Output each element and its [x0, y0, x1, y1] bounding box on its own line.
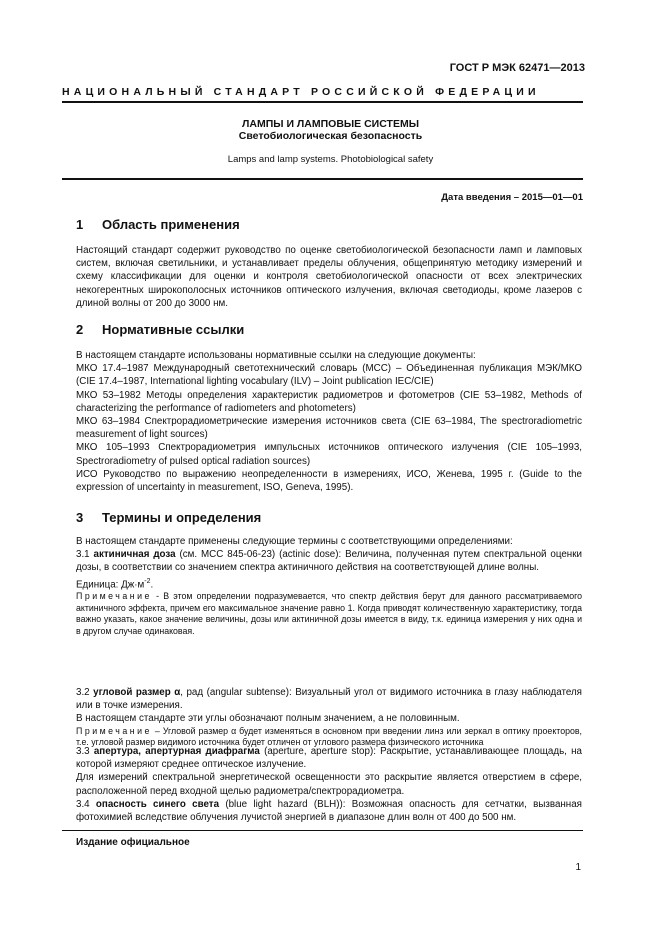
section-2-body	[76, 349, 582, 494]
edition-note: Издание официальное	[76, 837, 190, 848]
section-number: 2	[76, 322, 84, 337]
term-name: опасность синего света	[95, 798, 220, 810]
term-3-2: 3.2 угловой размер α, рад (angular subtense): Визуальный угол от видимого источника в глазу наблюдателя или в точке измерения.	[76, 687, 582, 712]
paragraph: Настоящий стандарт содержит руководство по оценке светобиологической безопасности ламп и ламповых систем, включая светильники, и устанавливает пределы облучения, общепринятую методику измерений и схему классификации для оценки и контроля светобиологической опасности от всех электрических некогерентных широкополосных источников оптического излучения, включая светодиоды, кроме лазеров с длиной волны от 200 до 3000 нм.	[76, 245, 582, 309]
title-ru-line1: ЛАМПЫ И ЛАМПОВЫЕ СИСТЕМЫ	[242, 118, 419, 130]
page-number: 1	[575, 862, 581, 873]
reference-item: ИСО Руководство по выражению неопределенности в измерениях, ИСО, Женева, 1995 г. (Guide to the expression of uncertainty in measurement, ISO, Geneva, 1995).	[76, 468, 582, 494]
reference-item: МКО 63–1984 Спектрорадиометрические измерения источников света (CIE 63–1984, The spectroradiometric measurement of light sources)	[76, 416, 582, 441]
title-ru-line2: Светобиологическая безопасность	[238, 130, 423, 142]
section-3-body-2	[76, 686, 582, 749]
section-2-heading	[76, 322, 244, 337]
unit-line: Единица: $Дж\cdot м^{-2}$.	[76, 577, 154, 590]
paragraph: В настоящем стандарте эти углы обозначают полным значением, а не половинным.	[76, 713, 460, 725]
section-number: 3	[76, 510, 84, 525]
section-3-body-3	[76, 745, 582, 824]
intro-date: Дата введения – 2015—01—01	[441, 192, 583, 203]
paragraph: В настоящем стандарте использованы нормативные ссылки на следующие документы:	[76, 350, 476, 361]
term-name: апертура, апертурная диафрагма	[93, 746, 260, 757]
section-3-body	[76, 535, 582, 637]
section-title: Термины и определения	[102, 510, 262, 525]
section-1-body	[76, 244, 582, 310]
note-3-1: Примечание - В этом определении подразумевается, что спектр действия берут для данного рассматриваемого актиничного эффекта, причем его максимальное значение равно 1. Когда приводят количественную характеристику, тогда важно указать, какое значение величины, дозы или актиничной дозы имеется в виду, т.к. единица измерения у них одна и в другом случае одинаковая.	[76, 591, 583, 636]
document-code: ГОСТ Р МЭК 62471—2013	[449, 62, 585, 74]
term-3-4: 3.4 опасность синего света (blue light hazard (BLH)): Возможная опасность для сетчатки, вызванная фотохимией вследствие облучения лучистой энергией в диапазоне длин волн от 400 до 500 нм.	[76, 798, 582, 824]
section-title: Нормативные ссылки	[102, 322, 245, 337]
footer-rule	[62, 830, 583, 831]
term-name: актиничная доза	[93, 549, 176, 561]
section-1-heading	[76, 217, 240, 232]
term-3-3: 3.3 апертура, апертурная диафрагма (aperture, aperture stop): Раскрытие, устанавливающее площадь, на которой измеряют среднее оптическое излучение.	[76, 746, 582, 771]
title-en: Lamps and lamp systems. Photobiological safety	[227, 154, 434, 165]
section-number: 1	[76, 217, 84, 232]
national-standard-title: НАЦИОНАЛЬНЫЙ СТАНДАРТ РОССИЙСКОЙ ФЕДЕРАЦИИ	[62, 86, 540, 98]
section-3-heading	[76, 510, 261, 525]
reference-item: МКО 17.4–1987 Международный светотехнический словарь (МСС) – Объединенная публикация МЭК/МКО (CIE 17.4–1987, International lighting vocabulary (ILV) – Joint publication IEC/CIE)	[76, 363, 582, 388]
term-name: угловой размер α	[93, 687, 181, 698]
term-3-1: 3.1 актиничная доза (см. МСС 845-06-23) (actinic dose): Величина, полученная путем спектральной оценки дозы, в соответствии со значением спектра актиничного действия на соответствующей длине волны.	[76, 549, 582, 574]
reference-item: МКО 105–1993 Спектрорадиометрия импульсных источников оптического излучения (CIE 105–1993, Spectroradiometry of pulsed optical radiation sources)	[76, 442, 582, 467]
top-rule	[62, 101, 583, 103]
reference-item: МКО 53–1982 Методы определения характеристик радиометров и фотометров (CIE 53–1982, Methods of characterizing the performance of radiometers and photometers)	[76, 389, 582, 414]
paragraph: В настоящем стандарте применены следующие термины с соответствующими определениями:	[76, 536, 513, 547]
note-3-2: Примечание – Угловой размер α будет изменяться в основном при введении линз или зеркал в оптику проекторов, т.е. угловой размер видимого источника будет отличен от углового размера физического источника	[76, 725, 582, 748]
section-title: Область применения	[102, 217, 240, 232]
title-rule	[62, 178, 583, 180]
paragraph: Для измерений спектральной энергетической освещенности это раскрытие является отверстием в сфере, расположенной перед входной щелью радиометра/спектрорадиометра.	[76, 772, 582, 797]
